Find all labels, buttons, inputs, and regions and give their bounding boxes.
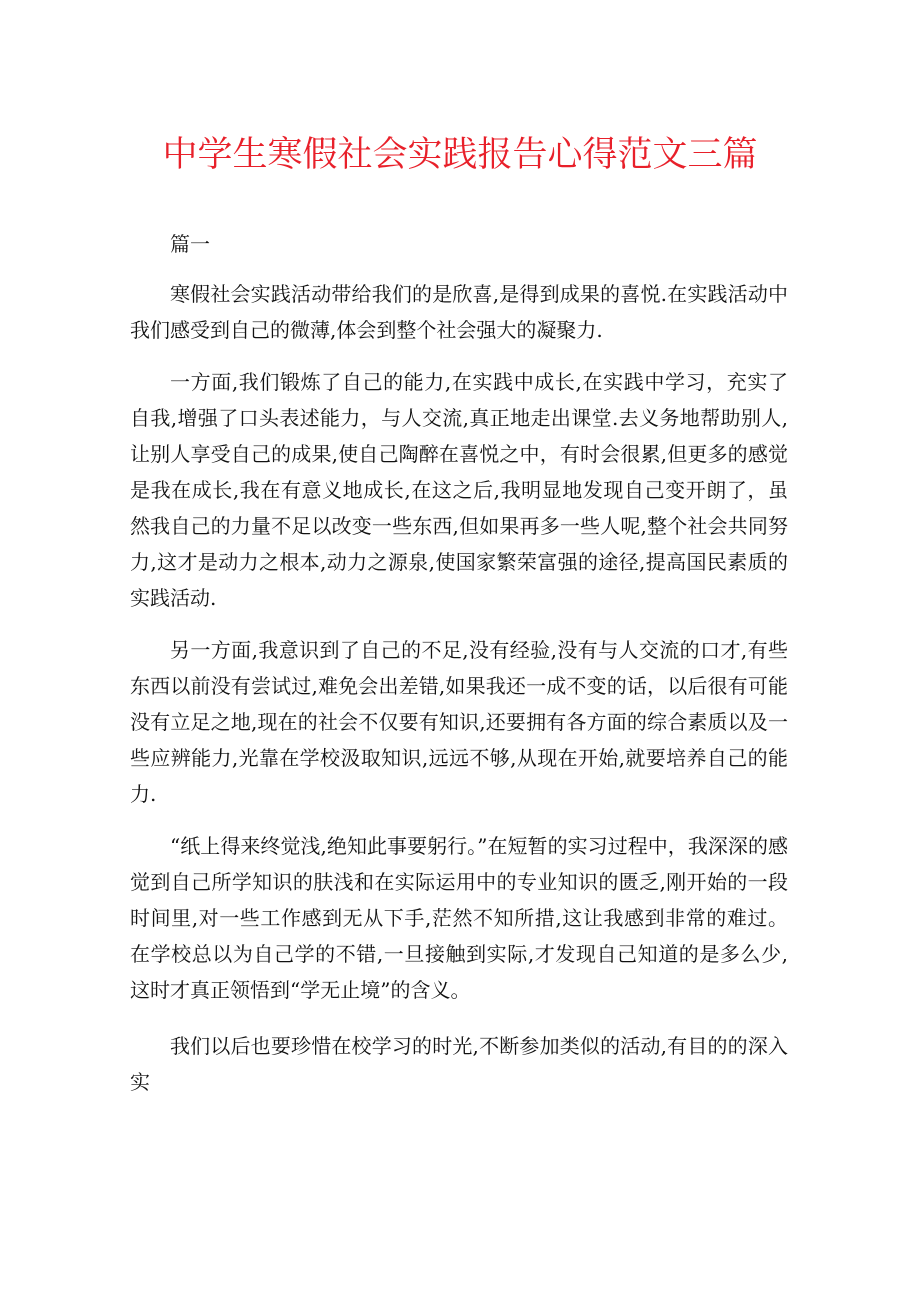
document-title: 中学生寒假社会实践报告心得范文三篇 — [162, 135, 758, 175]
paragraph: 一方面,我们锻炼了自己的能力,在实践中成长,在实践中学习，充实了自我,增强了口头表述能力，与人交流,真正地走出课堂.去义务地帮助别人,让别人享受自己的成果,使自己陶醉在喜悦之中，有时会很累,但更多的感觉是我在成长,我在有意义地成长,在这之后,我明显地发现自己变开朗了，虽然我自己的力量不足以改变一些东西,但如果再多一些人呢,整个社会共同努力,这才是动力之根本,动力之源泉,使国家繁荣富强的途径,提高国民素质的实践活动. — [130, 370, 788, 610]
paragraph: 我们以后也要珍惜在校学习的时光,不断参加类似的活动,有目的的深入实 — [130, 1034, 788, 1094]
paragraph: 寒假社会实践活动带给我们的是欣喜,是得到成果的喜悦.在实践活动中我们感受到自己的微薄,体会到整个社会强大的凝聚力. — [130, 282, 788, 342]
paragraph: “纸上得来终觉浅,绝知此事要躬行。”在短暂的实习过程中，我深深的感觉到自己所学知识的肤浅和在实际运用中的专业知识的匮乏,刚开始的一段时间里,对一些工作感到无从下手,茫然不知所措,这让我感到非常的难过。在学校总以为自己学的不错,一旦接触到实际,才发现自己知道的是多么少,这时才真正领悟到“学无止境”的含义。 — [130, 834, 788, 1002]
document-body — [130, 226, 788, 1116]
paragraph: 另一方面,我意识到了自己的不足,没有经验,没有与人交流的口才,有些东西以前没有尝试过,难免会出差错,如果我还一成不变的话，以后很有可能没有立足之地,现在的社会不仅要有知识,还要拥有各方面的综合素质以及一些应辨能力,光靠在学校汲取知识,远远不够,从现在开始,就要培养自己的能力. — [130, 638, 788, 806]
section-label: 篇一 — [170, 232, 210, 256]
